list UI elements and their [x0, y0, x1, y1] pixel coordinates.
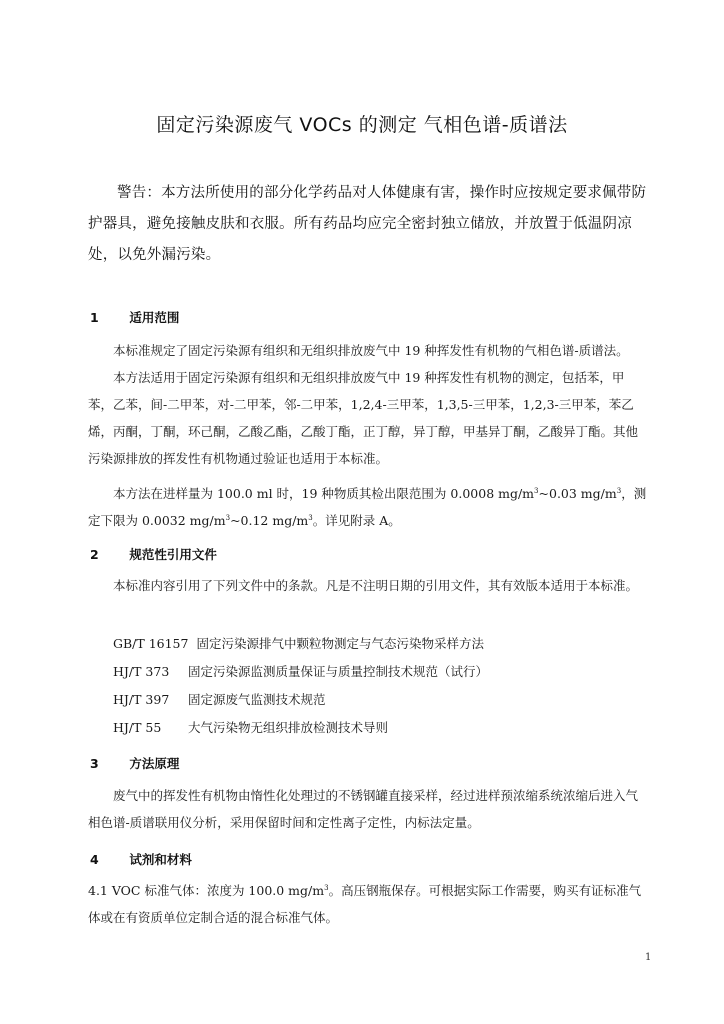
reference-code: HJ/T 397 [113, 692, 170, 707]
section-number: 1 [90, 310, 99, 325]
section-number: 2 [90, 547, 99, 562]
reference-code: HJ/T 55 [113, 720, 162, 735]
page-title: 固定污染源废气 VOCs 的测定 气相色谱-质谱法 [156, 114, 568, 136]
section-1-heading [90, 308, 179, 326]
reference-item [113, 662, 488, 680]
section-1-paragraph-1: 本标准规定了固定污染源有组织和无组织排放废气中 19 种挥发性有机物的气相色谱-质谱法。 [113, 343, 629, 358]
warning-block [88, 178, 648, 271]
section-3-paragraph-1: 废气中的挥发性有机物由惰性化处理过的不锈钢罐直接采样，经过进样预浓缩系统浓缩后进入气相色谱-质谱联用仪分析，采用保留时间和定性离子定性，内标法定量。 [88, 788, 639, 830]
section-title: 方法原理 [129, 756, 180, 771]
section-2-heading [90, 545, 217, 563]
reference-item [113, 690, 326, 708]
section-title: 试剂和材料 [129, 852, 192, 867]
reference-code: HJ/T 373 [113, 664, 170, 679]
section-2-paragraph-1: 本标准内容引用了下列文件中的条款。凡是不注明日期的引用文件，其有效版本适用于本标准。 [113, 578, 639, 593]
reference-item [113, 634, 484, 652]
section-title: 规范性引用文件 [129, 547, 217, 562]
section-4-paragraph-1: 4.1 VOC 标准气体：浓度为 100.0 $mg/m^3$。高压钢瓶保存。可根据实际工作需要，购买有证标准气体或在有资质单位定制合适的混合标准气体。 [88, 883, 642, 925]
section-1-paragraph-3: 本方法在进样量为 100.0 ml 时，19 种物质其检出限范围为 0.0008 $mg/m^3\sim 0.03$ $mg/m^3$，测定下限为 0.0032 $mg/m^3\sim 0.12$ $mg/m^3$。详见附录 A。 [88, 486, 647, 528]
page-number: 1 [645, 952, 652, 963]
section-title: 适用范围 [129, 310, 180, 325]
warning-text: 警告：本方法所使用的部分化学药品对人体健康有害，操作时应按规定要求佩带防护器具，避免接触皮肤和衣服。所有药品均应完全密封独立储放，并放置于低温阴凉处，以免外漏污染。 [88, 185, 647, 263]
section-number: 4 [90, 852, 99, 867]
section-4-heading [90, 850, 192, 868]
reference-title: 固定污染源排气中颗粒物测定与气态污染物采样方法 [196, 636, 484, 651]
reference-title: 固定污染源监测质量保证与质量控制技术规范（试行） [188, 664, 489, 679]
reference-title: 大气污染物无组织排放检测技术导则 [188, 720, 389, 735]
reference-item [113, 718, 388, 736]
section-number: 3 [90, 756, 99, 771]
reference-title: 固定源废气监测技术规范 [188, 692, 326, 707]
section-3-heading [90, 754, 179, 772]
reference-code: GB/T 16157 [113, 636, 189, 651]
section-1-paragraph-2: 本方法适用于固定污染源有组织和无组织排放废气中 19 种挥发性有机物的测定，包括苯，甲苯，乙苯，间-二甲苯，对-二甲苯，邻-二甲苯，1,2,4-三甲苯，1,3,5-三甲苯，1,2,3-三甲苯，苯乙烯，丙酮，丁酮，环己酮，乙酸乙酯，乙酸丁酯，正丁醇，异丁醇，甲基异丁酮，乙酸异丁酯。其他污染源排放的挥发性有机物通过验证也适用于本标准。 [88, 370, 639, 466]
